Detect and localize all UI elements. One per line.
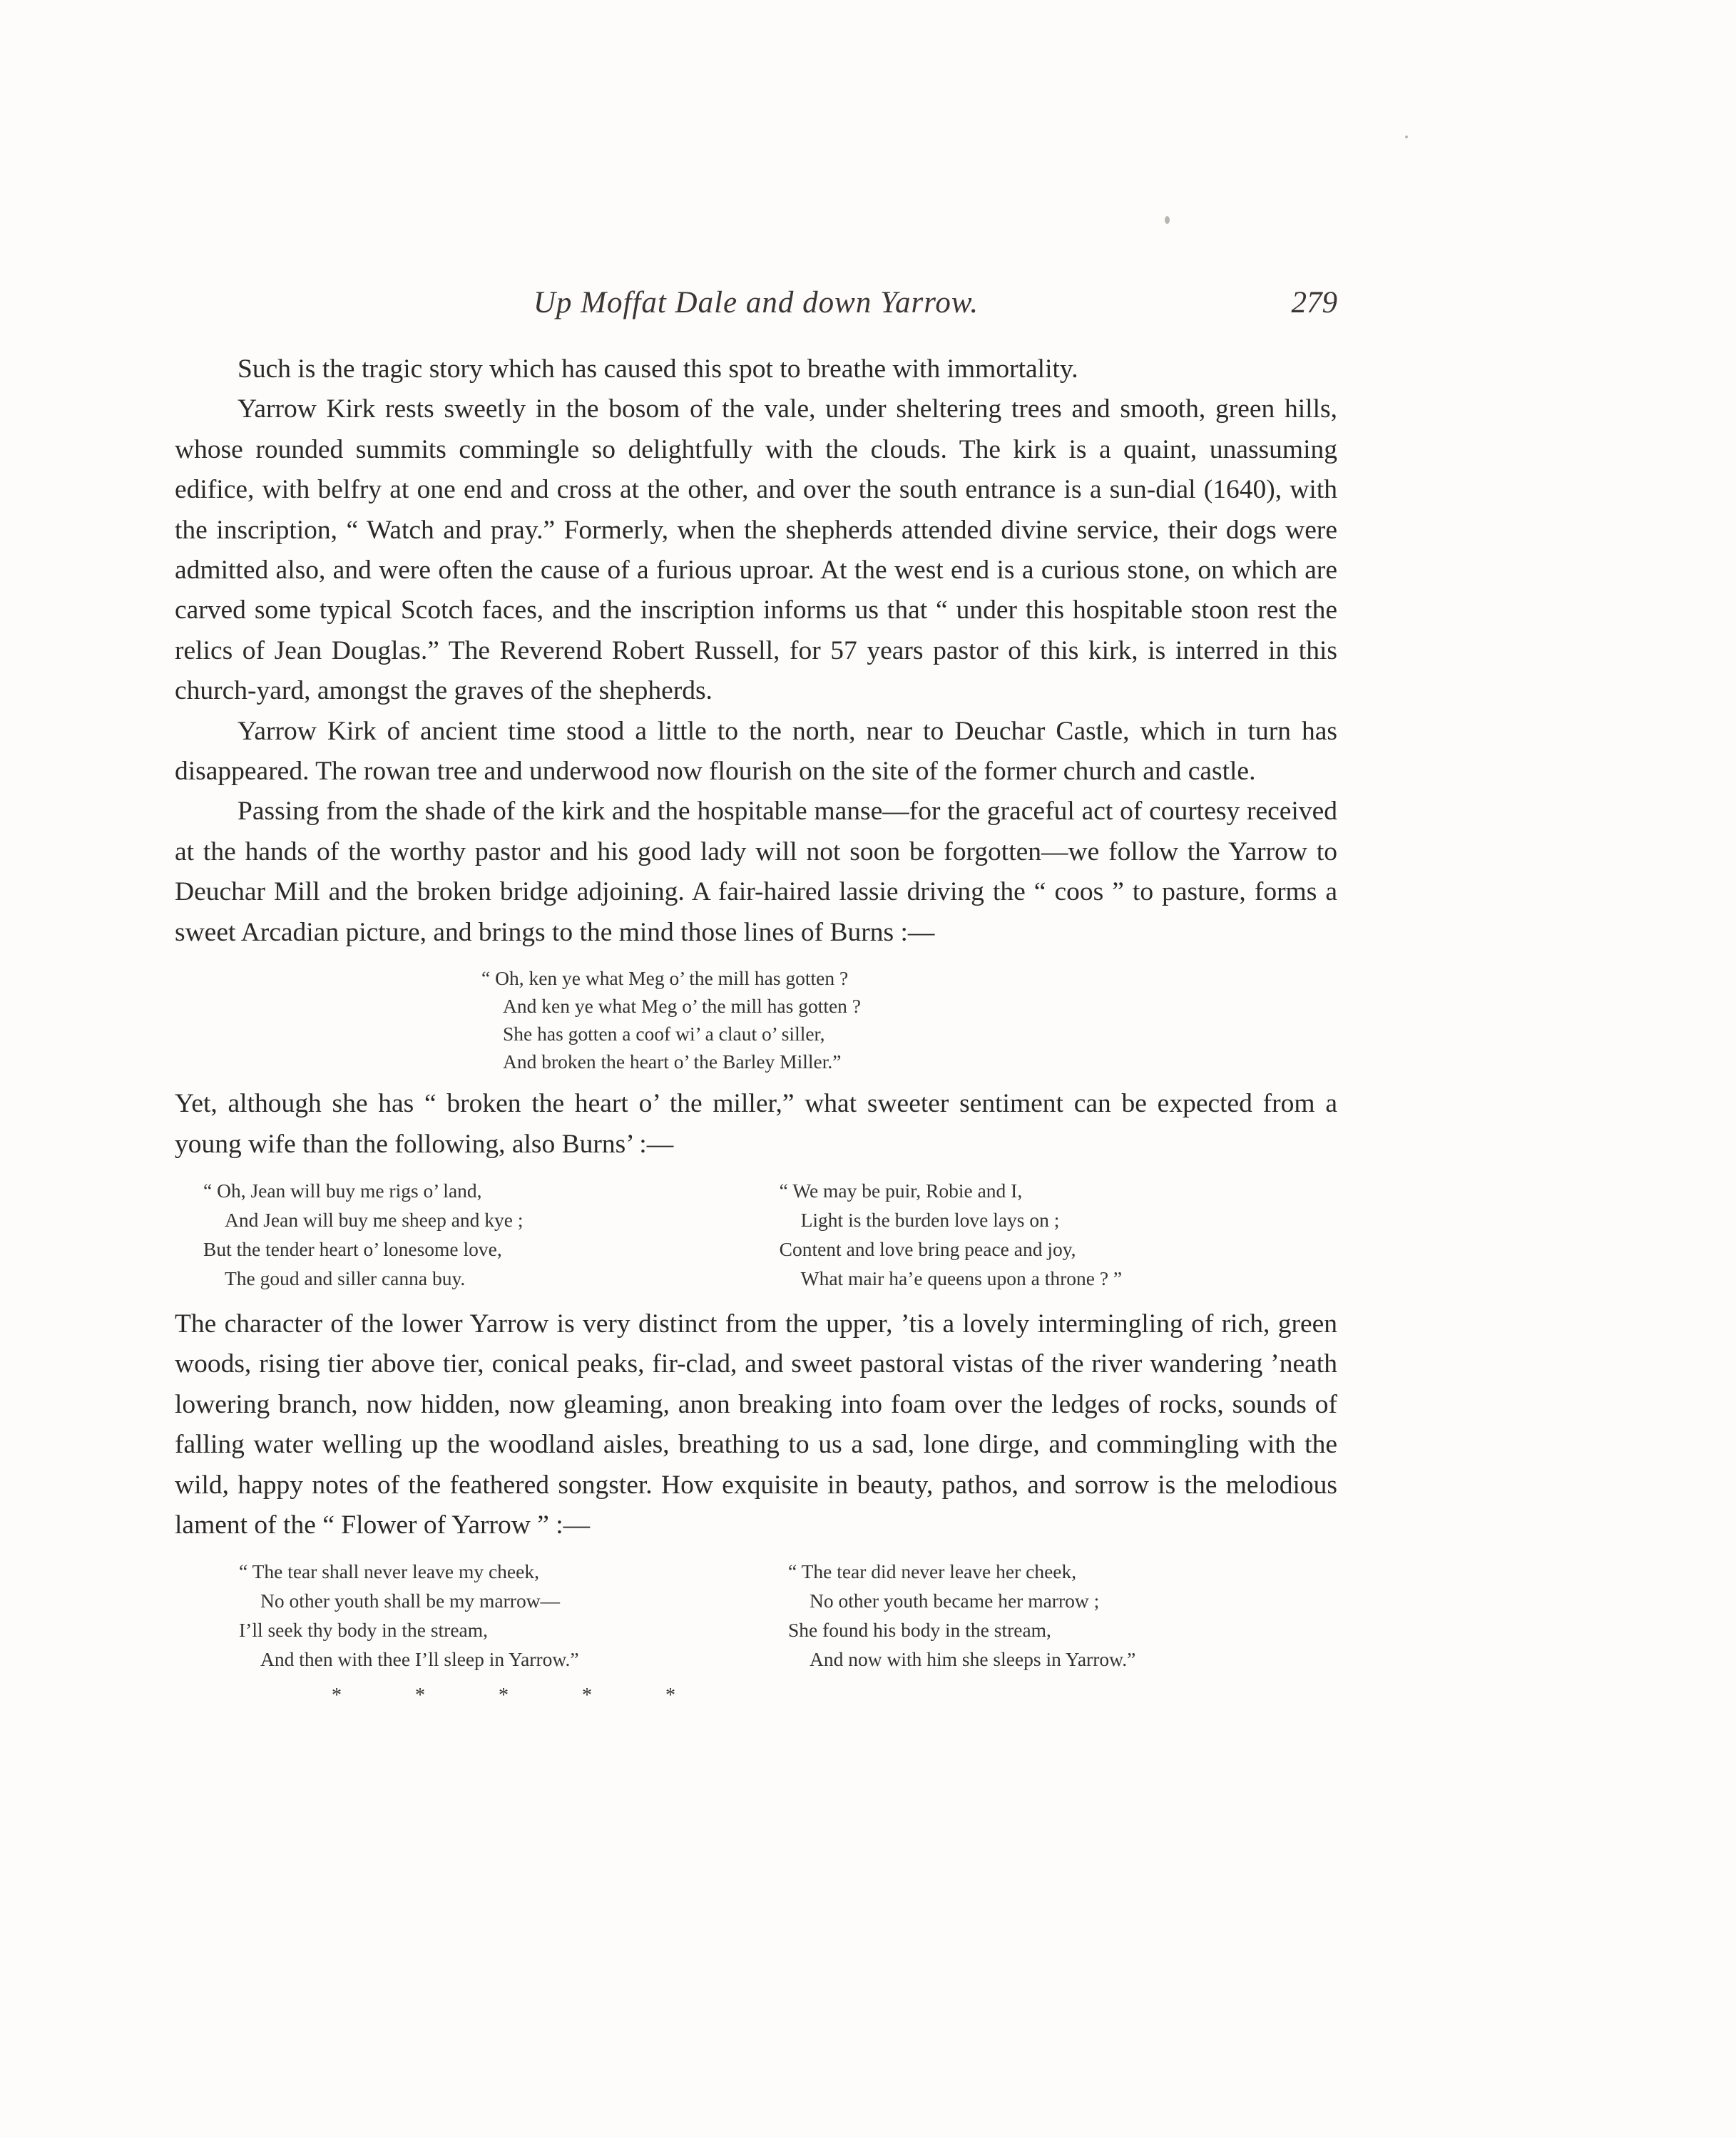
verse-meg-o-the-mill (175, 964, 1337, 1075)
verse-pair-burns (175, 1176, 1337, 1293)
verse-jean (175, 1176, 761, 1293)
verse-line: And ken ye what Meg o’ the mill has gotten ? (503, 995, 862, 1018)
verse-line: “ The tear shall never leave my cheek, (239, 1560, 539, 1583)
page-header (175, 285, 1337, 335)
verse-line: No other youth shall be my marrow— (260, 1590, 561, 1612)
verse-tear-left (175, 1557, 788, 1674)
verse-line: And now with him she sleeps in Yarrow.” (810, 1648, 1136, 1671)
verse-line: But the tender heart o’ lonesome love, (203, 1237, 502, 1260)
asterisk: * (665, 1684, 675, 1707)
paragraph: The character of the lower Yarrow is very distinct from the upper, ’tis a lovely intermingling of rich, green woods, rising tier above tier, conical peaks, fir-clad, and sweet pastoral vistas of the river wandering ’neath lowering branch, now hidden, now gleaming, anon breaking into foam over the ledges of rocks, sounds of falling water welling up the woodland aisles, breathing to us a sad, lone dirge, and commingling with the wild, happy notes of the feathered songster. How exquisite in beauty, pathos, and sorrow is the melodious lament of the “ Flower of Yarrow ” :— (175, 1309, 1337, 1540)
paragraph: Passing from the shade of the kirk and the hospitable manse—for the graceful act of courtesy received at the hands of the worthy pastor and his good lady will not soon be forgotten—we follow the Yarrow to Deuchar Mill and the broken bridge adjoining. A fair-haired lassie driving the “ coos ” to pasture, forms a sweet Arcadian picture, and brings to the mind those lines of Burns :— (175, 797, 1337, 947)
verse-line: “ Oh, ken ye what Meg o’ the mill has gotten ? (481, 967, 849, 990)
paragraph: Yarrow Kirk of ancient time stood a little to the north, near to Deuchar Castle, which in turn has disappeared. The rowan tree and underwood now flourish on the site of the former church and castle. (175, 716, 1337, 787)
verse-line: The goud and siller canna buy. (225, 1267, 466, 1289)
verse-line: What mair ha’e queens upon a throne ? ” (800, 1267, 1123, 1289)
verse-line: And broken the heart o’ the Barley Miller.” (503, 1050, 842, 1073)
section-break-asterisks (175, 1685, 1337, 1707)
verse-line: “ Oh, Jean will buy me rigs o’ land, (203, 1179, 482, 1202)
verse-line: Light is the burden love lays on ; (800, 1208, 1060, 1231)
verse-robie (780, 1176, 1337, 1293)
paragraph: Yet, although she has “ broken the heart o’ the miller,” what sweeter sentiment can be expected from a young wife than the following, also Burns’ :— (175, 1089, 1337, 1159)
paragraph: Such is the tragic story which has caused this spot to breathe with immortality. (238, 354, 1078, 384)
verse-line: “ We may be puir, Robie and I, (779, 1179, 1023, 1202)
verse-line: She found his body in the stream, (788, 1619, 1051, 1642)
verse-line: Content and love bring peace and joy, (779, 1237, 1076, 1260)
asterisk: * (415, 1684, 425, 1707)
body-text (175, 349, 1337, 1707)
verse-line: I’ll seek thy body in the stream, (239, 1619, 489, 1642)
running-title: Up Moffat Dale and down Yarrow. (533, 286, 979, 319)
asterisk: * (582, 1684, 592, 1707)
verse-pair-flower-of-yarrow (175, 1557, 1337, 1674)
verse-line: “ The tear did never leave her cheek, (788, 1560, 1077, 1583)
paragraph: Yarrow Kirk rests sweetly in the bosom of the vale, under sheltering trees and smooth, green hills, whose rounded summits commingle so delightfully with the clouds. The kirk is a quaint, unassuming edifice, with belfry at one end and cross at the other, and over the south entrance is a sun-dial (1640), with the inscription, “ Watch and pray.” Formerly, when the shepherds attended divine service, their dogs were admitted also, and were often the cause of a furious uproar. At the west end is a curious stone, on which are carved some typical Scotch faces, and the inscription informs us that “ under this hospitable stoon rest the relics of Jean Douglas.” The Reverend Robert Russell, for 57 years pastor of this kirk, is interred in this church-yard, amongst the graves of the shepherds. (175, 394, 1337, 706)
asterisk: * (332, 1684, 342, 1707)
verse-tear-right (788, 1557, 1337, 1674)
verse-line: No other youth became her marrow ; (810, 1590, 1100, 1612)
paper-speck (1405, 135, 1408, 138)
verse-line: And then with thee I’ll sleep in Yarrow.” (260, 1648, 579, 1671)
verse-line: She has gotten a coof wi’ a claut o’ siller, (503, 1023, 825, 1045)
asterisk: * (499, 1684, 509, 1707)
paper-speck (1165, 216, 1170, 224)
page-number: 279 (1291, 286, 1337, 319)
verse-line: And Jean will buy me sheep and kye ; (225, 1208, 524, 1231)
